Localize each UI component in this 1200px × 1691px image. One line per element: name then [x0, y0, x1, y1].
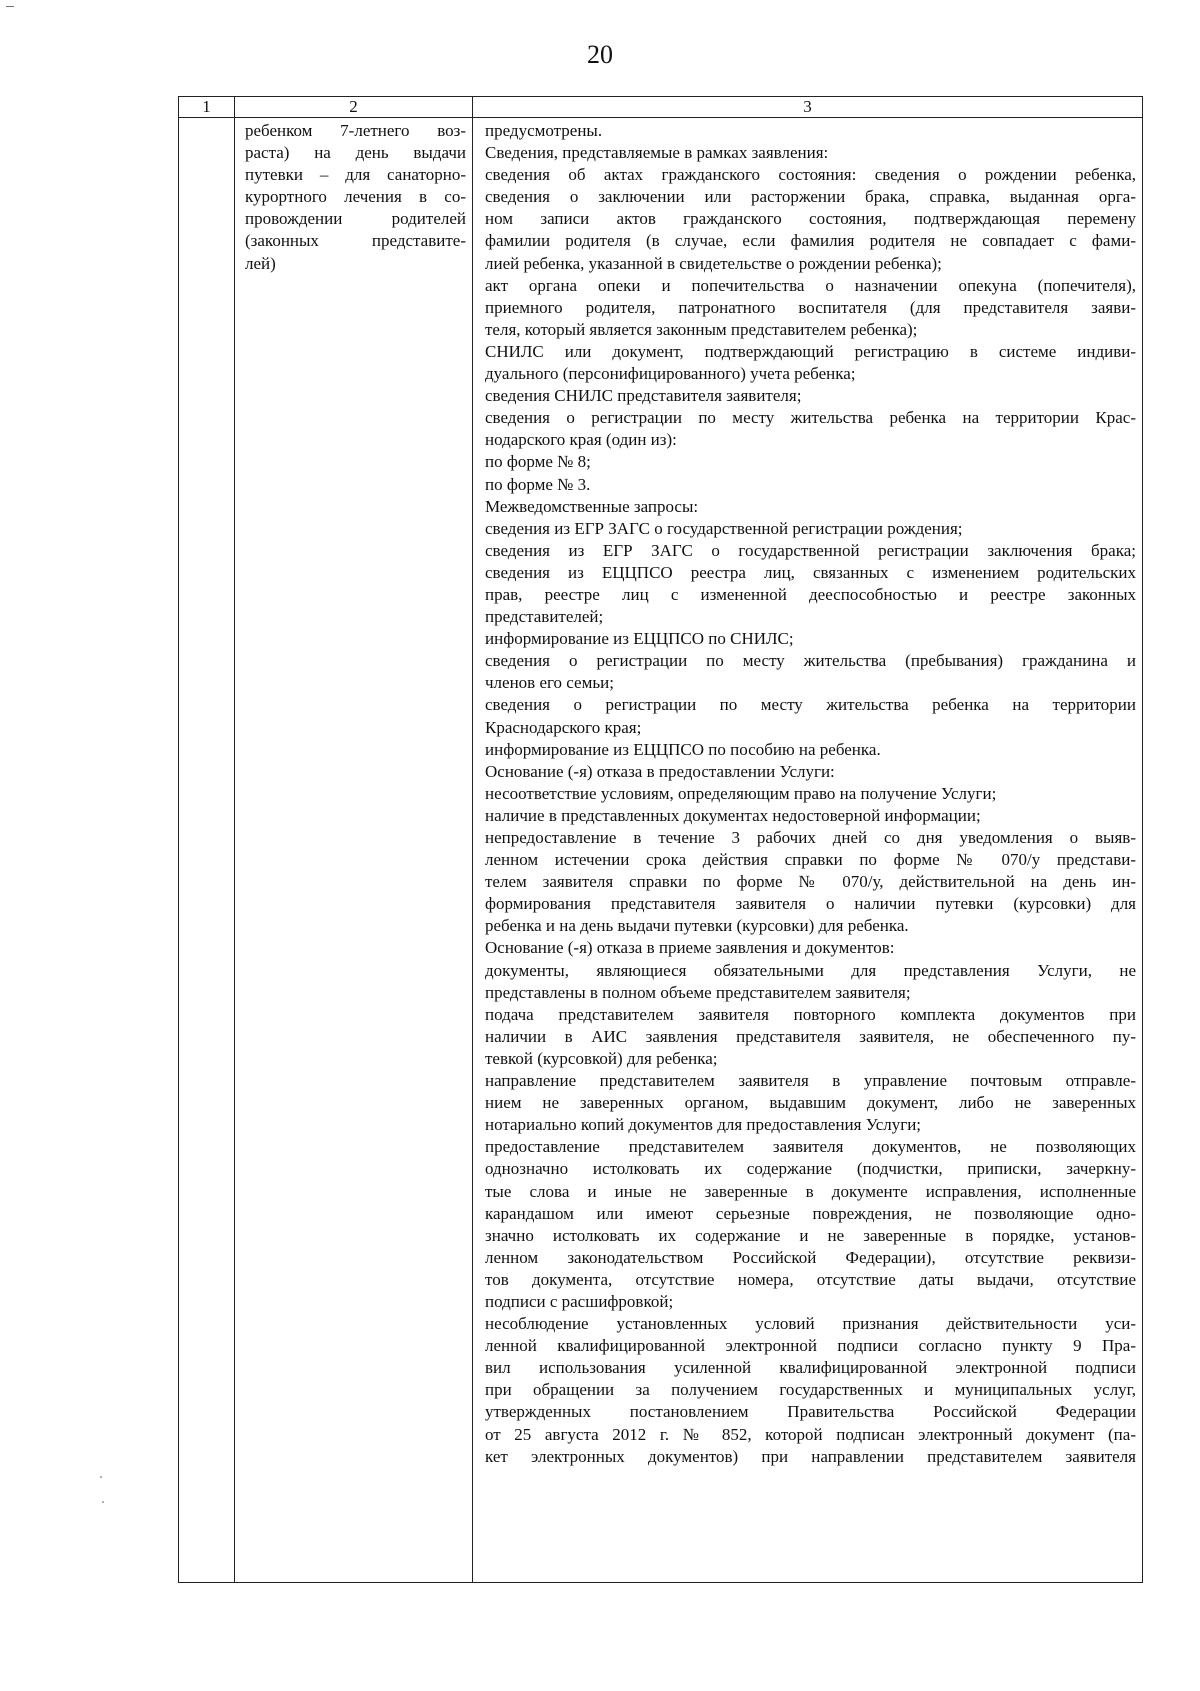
- text-line: карандашом или имеют серьезные повреждения, не позволяющие одно-: [485, 1203, 1136, 1223]
- text-line: ленном истечении срока действия справки по форме № 070/у представи-: [485, 850, 1136, 870]
- cell-column-3: [473, 118, 1143, 1583]
- text-line: путевки – для санаторно-: [245, 165, 466, 185]
- scan-speck: [100, 1476, 102, 1478]
- text-line: фамилии родителя (в случае, если фамилия родителя не совпадает с фами-: [485, 231, 1136, 251]
- text-line: курортного лечения в со-: [245, 187, 466, 207]
- text-line: дуального (персонифицированного) учета ребенка;: [485, 364, 856, 384]
- text-line: представлены в полном объеме представителем заявителя;: [485, 982, 911, 1002]
- text-line: тов документа, отсутствие номера, отсутствие даты выдачи, отсутствие: [485, 1269, 1136, 1289]
- text-line: Краснодарского края;: [485, 717, 642, 737]
- text-line: утвержденных постановлением Правительства Российской Федерации: [485, 1402, 1136, 1422]
- text-line: сведения из ЕГР ЗАГС о государственной регистрации рождения;: [485, 518, 963, 538]
- text-line: приемного родителя, патронатного воспитателя (для представителя заяви-: [485, 297, 1136, 317]
- text-line: сведения о регистрации по месту жительства ребенка на территории: [485, 695, 1136, 715]
- table-row: [179, 118, 1143, 1583]
- text-line: наличии в АИС заявления представителя заявителя, не обеспеченного пу-: [485, 1026, 1136, 1046]
- text-line: СНИЛС или документ, подтверждающий регистрацию в системе индиви-: [485, 341, 1136, 361]
- text-line: подача представителем заявителя повторного комплекта документов при: [485, 1004, 1136, 1024]
- cell-column-2: [235, 118, 473, 1583]
- column-header-1: 1: [179, 97, 235, 118]
- text-line: при обращении за получением государственных и муниципальных услуг,: [485, 1380, 1136, 1400]
- page-number: 20: [587, 40, 613, 69]
- text-line: предоставление представителем заявителя документов, не позволяющих: [485, 1137, 1136, 1157]
- text-line: Сведения, представляемые в рамках заявления:: [485, 143, 829, 163]
- text-line: представителей;: [485, 607, 604, 627]
- text-line: раста) на день выдачи: [245, 143, 466, 163]
- document-table: [178, 96, 1143, 1583]
- text-line: Межведомственные запросы:: [485, 496, 699, 516]
- text-line: теля, который является законным представителем ребенка);: [485, 319, 918, 339]
- text-line: провождении родителей: [245, 209, 466, 229]
- text-line: тые слова и иные не заверенные в документе исправления, исполненные: [485, 1181, 1136, 1201]
- text-line: формирования представителя заявителя о наличии путевки (курсовки) для: [485, 894, 1136, 914]
- text-line: документы, являющиеся обязательными для представления Услуги, не: [485, 960, 1136, 980]
- text-line: лей): [245, 253, 276, 273]
- text-line: сведения о регистрации по месту жительства (пребывания) гражданина и: [485, 651, 1136, 671]
- scan-speck: [102, 1501, 104, 1503]
- text-line: акт органа опеки и попечительства о назначении опекуна (попечителя),: [485, 275, 1136, 295]
- text-line: по форме № 8;: [485, 452, 591, 472]
- text-line: ленном законодательством Российской Федерации), отсутствие реквизи-: [485, 1247, 1136, 1267]
- text-line: от 25 августа 2012 г. № 852, которой подписан электронный документ (па-: [485, 1424, 1136, 1444]
- text-line: телем заявителя справки по форме № 070/у, действительной на день ин-: [485, 872, 1136, 892]
- text-line: предусмотрены.: [485, 121, 603, 140]
- text-line: подписи с расшифровкой;: [485, 1291, 674, 1311]
- text-line: (законных представите-: [245, 231, 466, 251]
- text-line: несоответствие условиям, определяющим право на получение Услуги;: [485, 783, 997, 803]
- text-line: нием не заверенных органом, выдавшим документ, либо не заверенных: [485, 1093, 1136, 1113]
- text-line: членов его семьи;: [485, 673, 614, 693]
- text-line: нодарского края (один из):: [485, 430, 677, 450]
- cell-column-1: [179, 118, 235, 1583]
- text-line: однозначно истолковать их содержание (подчистки, приписки, зачеркну-: [485, 1159, 1136, 1179]
- column-header-2: 2: [235, 97, 473, 118]
- text-line: информирование из ЕЦЦПСО по пособию на ребенка.: [485, 739, 881, 759]
- table-header-row: [179, 97, 1143, 118]
- text-line: кет электронных документов) при направлении представителем заявителя: [485, 1446, 1136, 1466]
- text-line: непредоставление в течение 3 рабочих дней со дня уведомления о выяв-: [485, 828, 1136, 847]
- text-line: сведения СНИЛС представителя заявителя;: [485, 386, 802, 406]
- text-line: сведения об актах гражданского состояния: сведения о рождении ребенка,: [485, 165, 1136, 185]
- text-line: тевкой (курсовкой) для ребенка;: [485, 1048, 718, 1068]
- text-line: несоблюдение установленных условий признания действительности уси-: [485, 1314, 1136, 1334]
- text-line: информирование из ЕЦЦПСО по СНИЛС;: [485, 629, 794, 649]
- text-line: значно истолковать их содержание и не заверенные в порядке, установ-: [485, 1225, 1136, 1245]
- text-line: сведения о регистрации по месту жительства ребенка на территории Крас-: [485, 408, 1136, 428]
- column-header-3: 3: [473, 97, 1143, 118]
- text-line: ребенком 7-летнего воз-: [245, 121, 466, 140]
- text-line: ленной квалифицированной электронной подписи согласно пункту 9 Пра-: [485, 1336, 1136, 1356]
- text-line: прав, реестре лиц с измененной дееспособностью и реестре законных: [485, 584, 1136, 604]
- text-line: сведения из ЕГР ЗАГС о государственной регистрации заключения брака;: [485, 540, 1136, 560]
- text-line: по форме № 3.: [485, 474, 591, 494]
- text-line: нотариально копий документов для предоставления Услуги;: [485, 1115, 922, 1135]
- text-line: Основание (-я) отказа в предоставлении Услуги:: [485, 761, 835, 781]
- text-line: направление представителем заявителя в управление почтовым отправле-: [485, 1071, 1136, 1091]
- text-line: Основание (-я) отказа в приеме заявления и документов:: [485, 938, 895, 958]
- scan-edge-mark: [6, 6, 14, 7]
- text-line: ном записи актов гражданского состояния, подтверждающая перемену: [485, 209, 1136, 229]
- text-line: сведения о заключении или расторжении брака, справка, выданная орга-: [485, 187, 1136, 207]
- text-line: наличие в представленных документах недостоверной информации;: [485, 805, 981, 825]
- text-line: ребенка и на день выдачи путевки (курсовки) для ребенка.: [485, 916, 909, 936]
- text-line: сведения из ЕЦЦПСО реестра лиц, связанных с изменением родительских: [485, 562, 1136, 582]
- text-line: вил использования усиленной квалифицированной электронной подписи: [485, 1358, 1136, 1378]
- text-line: лией ребенка, указанной в свидетельстве о рождении ребенка);: [485, 253, 942, 273]
